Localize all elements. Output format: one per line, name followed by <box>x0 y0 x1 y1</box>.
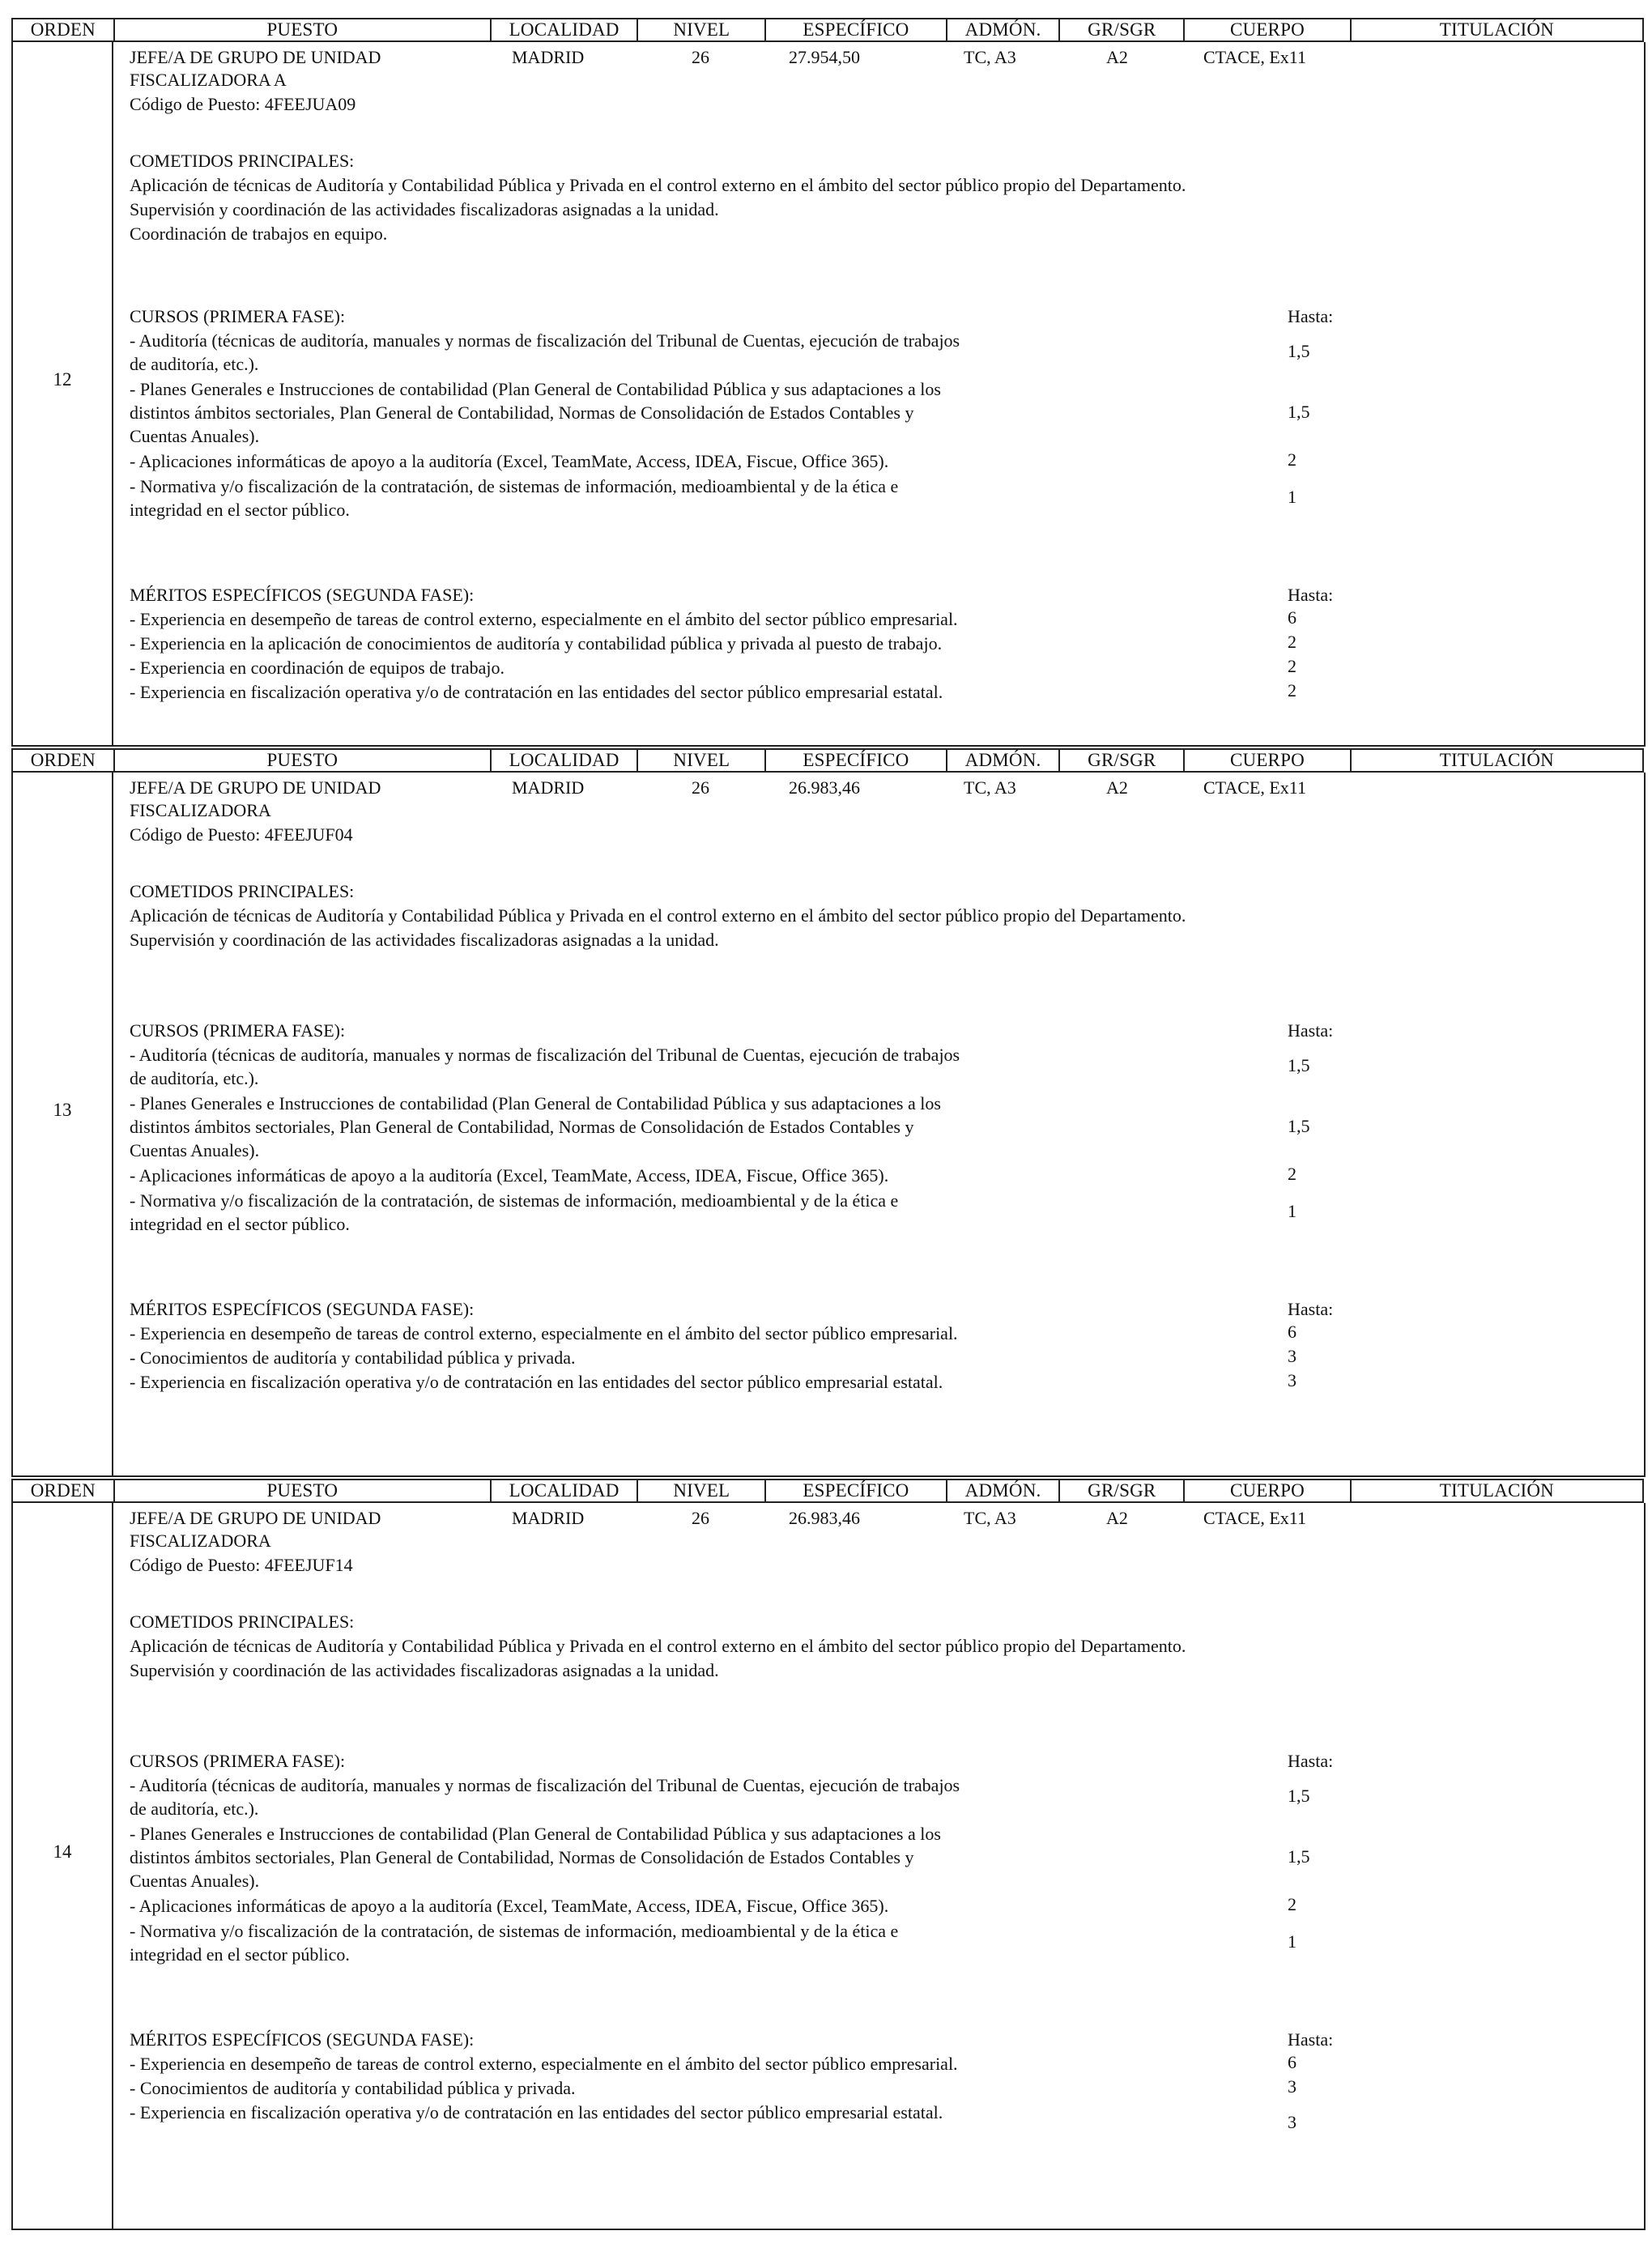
curso-line: Cuentas Anuales). <box>130 1871 260 1891</box>
header-cell-puesto: PUESTO <box>115 1480 492 1501</box>
curso-line: distintos ámbitos sectoriales, Plan General de Contabilidad, Normas de Consolidación de Estados Contables y <box>130 402 914 423</box>
meritos-title: MÉRITOS ESPECÍFICOS (SEGUNDA FASE): <box>130 1299 475 1319</box>
header-cell-admn: ADMÓN. <box>947 1480 1061 1501</box>
cometido-line: Aplicación de técnicas de Auditoría y Contabilidad Pública y Privada en el control externo en el ámbito del sector público propio del Departamento. <box>130 905 1186 926</box>
orden-number: 14 <box>53 1841 72 1862</box>
header-cell-especfico: ESPECÍFICO <box>766 1480 947 1501</box>
field-grupo: A2 <box>1106 777 1128 798</box>
curso-line: - Planes Generales e Instrucciones de contabilidad (Plan General de Contabilidad Pública y sus adaptaciones a los <box>130 1093 941 1113</box>
cursos-title: CURSOS (PRIMERA FASE): <box>130 1751 346 1771</box>
merito-points: 3 <box>1288 1370 1296 1390</box>
curso-line: - Planes Generales e Instrucciones de contabilidad (Plan General de Contabilidad Pública y sus adaptaciones a los <box>130 379 941 399</box>
field-localidad: MADRID <box>512 47 585 67</box>
curso-points: 2 <box>1288 1894 1296 1914</box>
orden-number: 13 <box>53 1100 72 1120</box>
cometido-line: Supervisión y coordinación de las actividades fiscalizadoras asignadas a la unidad. <box>130 930 719 950</box>
cursos-hasta-label: Hasta: <box>1288 306 1334 326</box>
cursos-title: CURSOS (PRIMERA FASE): <box>130 306 346 326</box>
header-cell-puesto: PUESTO <box>115 750 492 771</box>
puesto-code: Código de Puesto: 4FEEJUF14 <box>130 1555 353 1575</box>
cometido-line: Supervisión y coordinación de las actividades fiscalizadoras asignadas a la unidad. <box>130 1660 719 1680</box>
field-cuerpo: CTACE, Ex11 <box>1203 1508 1306 1528</box>
curso-line: integridad en el sector público. <box>130 1944 350 1965</box>
orden-number: 12 <box>53 369 72 390</box>
field-nivel: 26 <box>692 47 709 67</box>
field-especifico: 26.983,46 <box>789 777 860 798</box>
cometido-line: Coordinación de trabajos en equipo. <box>130 224 388 244</box>
curso-line: de auditoría, etc.). <box>130 1799 259 1819</box>
merito-points: 2 <box>1288 680 1296 700</box>
cometido-line: Aplicación de técnicas de Auditoría y Contabilidad Pública y Privada en el control externo en el ámbito del sector público propio del Departamento. <box>130 175 1186 195</box>
meritos-title: MÉRITOS ESPECÍFICOS (SEGUNDA FASE): <box>130 2029 475 2050</box>
curso-line: - Auditoría (técnicas de auditoría, manuales y normas de fiscalización del Tribunal de Cuentas, ejecución de trabajos <box>130 330 960 351</box>
meritos-hasta-label: Hasta: <box>1288 585 1334 605</box>
puesto-title-line-2: FISCALIZADORA <box>130 1531 271 1551</box>
header-cell-orden: ORDEN <box>13 1480 115 1501</box>
field-localidad: MADRID <box>512 1508 585 1528</box>
field-nivel: 26 <box>692 777 709 798</box>
merito-line: - Experiencia en la aplicación de conocimientos de auditoría y contabilidad pública y privada al puesto de trabajo. <box>130 633 943 654</box>
curso-line: - Normativa y/o fiscalización de la contratación, de sistemas de información, medioambiental y de la ética e <box>130 476 899 496</box>
curso-line: integridad en el sector público. <box>130 500 350 520</box>
header-cell-cuerpo: CUERPO <box>1185 750 1352 771</box>
cometidos-title: COMETIDOS PRINCIPALES: <box>130 151 355 171</box>
merito-points: 2 <box>1288 656 1296 676</box>
curso-points: 1,5 <box>1288 401 1310 422</box>
curso-line: - Auditoría (técnicas de auditoría, manuales y normas de fiscalización del Tribunal de Cuentas, ejecución de trabajos <box>130 1045 960 1065</box>
curso-line: distintos ámbitos sectoriales, Plan General de Contabilidad, Normas de Consolidación de Estados Contables y <box>130 1847 914 1867</box>
curso-points: 1,5 <box>1288 1055 1310 1075</box>
header-cell-orden: ORDEN <box>13 19 115 40</box>
header-cell-especfico: ESPECÍFICO <box>766 19 947 40</box>
orden-column <box>11 42 113 747</box>
meritos-title: MÉRITOS ESPECÍFICOS (SEGUNDA FASE): <box>130 585 475 605</box>
merito-line: - Experiencia en fiscalización operativa y/o de contratación en las entidades del sector público empresarial estatal. <box>130 682 943 702</box>
field-admon: TC, A3 <box>964 1508 1016 1528</box>
table-header-row <box>11 18 1644 42</box>
cursos-title: CURSOS (PRIMERA FASE): <box>130 1020 346 1041</box>
merito-line: - Conocimientos de auditoría y contabilidad pública y privada. <box>130 2078 576 2098</box>
merito-points: 6 <box>1288 607 1296 628</box>
curso-line: - Planes Generales e Instrucciones de contabilidad (Plan General de Contabilidad Pública y sus adaptaciones a los <box>130 1824 941 1844</box>
curso-points: 1 <box>1288 1201 1296 1221</box>
orden-column <box>11 1503 113 2230</box>
curso-line: de auditoría, etc.). <box>130 354 259 374</box>
curso-line: - Aplicaciones informáticas de apoyo a la auditoría (Excel, TeamMate, Access, IDEA, Fiscue, Office 365). <box>130 1165 889 1186</box>
header-cell-titulacin: TITULACIÓN <box>1439 1480 1554 1501</box>
header-cell-grsgr: GR/SGR <box>1060 1480 1185 1501</box>
curso-points: 1,5 <box>1288 341 1310 361</box>
meritos-hasta-label: Hasta: <box>1288 1299 1334 1319</box>
cursos-hasta-label: Hasta: <box>1288 1751 1334 1771</box>
cometidos-title: COMETIDOS PRINCIPALES: <box>130 1611 355 1632</box>
job-entry <box>11 748 1644 1477</box>
header-cell-nivel: NIVEL <box>638 19 766 40</box>
merito-line: - Experiencia en desempeño de tareas de control externo, especialmente en el ámbito del sector público empresarial. <box>130 609 958 629</box>
curso-line: de auditoría, etc.). <box>130 1068 259 1088</box>
puesto-title-line-1: JEFE/A DE GRUPO DE UNIDAD <box>130 1508 381 1528</box>
header-cell-titulacin: TITULACIÓN <box>1439 750 1554 770</box>
curso-points: 1 <box>1288 487 1296 507</box>
header-cell-admn: ADMÓN. <box>947 19 1061 40</box>
header-cell-localidad: LOCALIDAD <box>492 1480 639 1501</box>
cometido-line: Supervisión y coordinación de las actividades fiscalizadoras asignadas a la unidad. <box>130 199 719 219</box>
puesto-title-line-2: FISCALIZADORA A <box>130 70 287 90</box>
curso-line: Cuentas Anuales). <box>130 426 260 446</box>
merito-points: 3 <box>1288 2076 1296 2097</box>
curso-line: distintos ámbitos sectoriales, Plan General de Contabilidad, Normas de Consolidación de Estados Contables y <box>130 1117 914 1137</box>
curso-points: 1 <box>1288 1931 1296 1952</box>
merito-line: - Experiencia en coordinación de equipos de trabajo. <box>130 658 505 678</box>
header-cell-orden: ORDEN <box>13 750 115 771</box>
curso-points: 1,5 <box>1288 1786 1310 1806</box>
header-cell-cuerpo: CUERPO <box>1185 1480 1352 1501</box>
curso-line: integridad en el sector público. <box>130 1214 350 1234</box>
curso-points: 1,5 <box>1288 1115 1310 1136</box>
merito-points: 2 <box>1288 632 1296 652</box>
merito-line: - Experiencia en desempeño de tareas de control externo, especialmente en el ámbito del sector público empresarial. <box>130 1323 958 1343</box>
curso-line: Cuentas Anuales). <box>130 1140 260 1160</box>
merito-line: - Conocimientos de auditoría y contabilidad pública y privada. <box>130 1348 576 1368</box>
puesto-code: Código de Puesto: 4FEEJUA09 <box>130 94 356 114</box>
curso-line: - Auditoría (técnicas de auditoría, manuales y normas de fiscalización del Tribunal de Cuentas, ejecución de trabajos <box>130 1775 960 1795</box>
merito-line: - Experiencia en fiscalización operativa y/o de contratación en las entidades del sector público empresarial estatal. <box>130 2102 943 2122</box>
header-cell-localidad: LOCALIDAD <box>492 750 639 771</box>
field-grupo: A2 <box>1106 1508 1128 1528</box>
merito-points: 6 <box>1288 2052 1296 2072</box>
header-cell-grsgr: GR/SGR <box>1060 750 1185 771</box>
field-cuerpo: CTACE, Ex11 <box>1203 777 1306 798</box>
header-cell-nivel: NIVEL <box>638 750 766 771</box>
merito-line: - Experiencia en desempeño de tareas de control externo, especialmente en el ámbito del sector público empresarial. <box>130 2054 958 2074</box>
cometido-line: Aplicación de técnicas de Auditoría y Contabilidad Pública y Privada en el control externo en el ámbito del sector público propio del Departamento. <box>130 1636 1186 1656</box>
table-header-row <box>11 1479 1644 1503</box>
field-admon: TC, A3 <box>964 47 1016 67</box>
header-cell-cuerpo: CUERPO <box>1185 19 1352 40</box>
merito-points: 3 <box>1288 1346 1296 1366</box>
field-admon: TC, A3 <box>964 777 1016 798</box>
field-grupo: A2 <box>1106 47 1128 67</box>
header-cell-grsgr: GR/SGR <box>1060 19 1185 40</box>
table-header-row <box>11 748 1644 773</box>
curso-points: 1,5 <box>1288 1846 1310 1867</box>
cursos-hasta-label: Hasta: <box>1288 1020 1334 1041</box>
orden-column <box>11 773 113 1477</box>
header-cell-especfico: ESPECÍFICO <box>766 750 947 771</box>
field-localidad: MADRID <box>512 777 585 798</box>
curso-line: - Aplicaciones informáticas de apoyo a la auditoría (Excel, TeamMate, Access, IDEA, Fiscue, Office 365). <box>130 451 889 471</box>
job-entry <box>11 18 1644 747</box>
curso-line: - Normativa y/o fiscalización de la contratación, de sistemas de información, medioambiental y de la ética e <box>130 1190 899 1211</box>
document-sheet <box>11 0 1644 2248</box>
field-cuerpo: CTACE, Ex11 <box>1203 47 1306 67</box>
merito-points: 6 <box>1288 1322 1296 1342</box>
curso-points: 2 <box>1288 449 1296 470</box>
puesto-title-line-1: JEFE/A DE GRUPO DE UNIDAD <box>130 777 381 798</box>
field-nivel: 26 <box>692 1508 709 1528</box>
puesto-title-line-2: FISCALIZADORA <box>130 800 271 820</box>
field-especifico: 27.954,50 <box>789 47 860 67</box>
cometidos-title: COMETIDOS PRINCIPALES: <box>130 881 355 901</box>
meritos-hasta-label: Hasta: <box>1288 2029 1334 2050</box>
curso-points: 2 <box>1288 1164 1296 1184</box>
field-especifico: 26.983,46 <box>789 1508 860 1528</box>
puesto-code: Código de Puesto: 4FEEJUF04 <box>130 824 353 845</box>
header-cell-titulacin: TITULACIÓN <box>1439 19 1554 40</box>
curso-line: - Normativa y/o fiscalización de la contratación, de sistemas de información, medioambiental y de la ética e <box>130 1921 899 1941</box>
header-cell-puesto: PUESTO <box>115 19 492 40</box>
merito-points: 3 <box>1288 2112 1296 2132</box>
header-cell-nivel: NIVEL <box>638 1480 766 1501</box>
puesto-title-line-1: JEFE/A DE GRUPO DE UNIDAD <box>130 47 381 67</box>
header-cell-localidad: LOCALIDAD <box>492 19 639 40</box>
job-entry <box>11 1479 1644 2230</box>
curso-line: - Aplicaciones informáticas de apoyo a la auditoría (Excel, TeamMate, Access, IDEA, Fiscue, Office 365). <box>130 1896 889 1916</box>
header-cell-admn: ADMÓN. <box>947 750 1061 771</box>
merito-line: - Experiencia en fiscalización operativa y/o de contratación en las entidades del sector público empresarial estatal. <box>130 1372 943 1392</box>
